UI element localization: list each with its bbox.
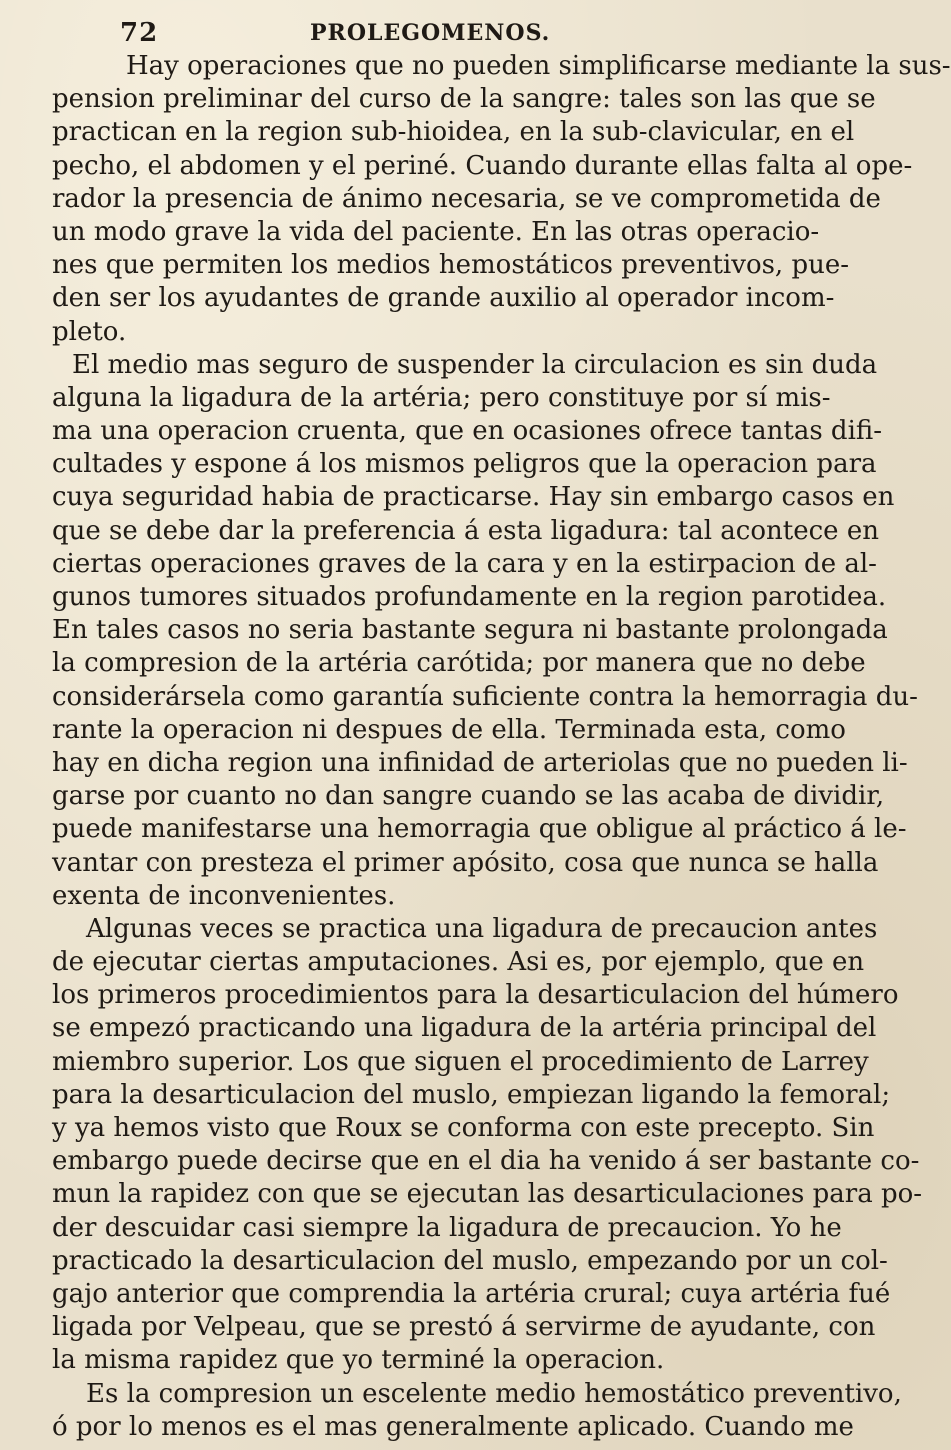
text-line: embargo puede decirse que en el dia ha venido á ser bastante co- (52, 1146, 920, 1177)
text-line: garse por cuanto no dan sangre cuando se las acaba de dividir, (52, 781, 885, 812)
text-line: gunos tumores situados profundamente en la region parotidea. (52, 582, 887, 612)
text-line: alguna la ligadura de la artéria; pero constituye por sí mis- (52, 382, 831, 413)
paragraph (52, 1378, 902, 1444)
text-line: exenta de inconvenientes. (52, 880, 396, 911)
paragraph (52, 913, 923, 1378)
text-line: Es la compresion un escelente medio hemostático preventivo, (86, 1378, 902, 1409)
running-title: PROLEGOMENOS. (310, 20, 551, 46)
text-line: un modo grave la vida del paciente. En las otras operacio- (52, 216, 820, 247)
text-line: se empezó practicando una ligadura de la artéria principal del (52, 1013, 877, 1044)
text-line: Hay operaciones que no pueden simplificarse mediante la sus- (126, 51, 951, 81)
text-line: miembro superior. Los que siguen el procedimiento de Larrey (52, 1046, 869, 1077)
text-line: En tales casos no seria bastante segura ni bastante prolongada (52, 615, 888, 646)
text-line: pleto. (52, 316, 127, 347)
text-line: Algunas veces se practica una ligadura de precaucion antes (86, 913, 878, 944)
text-line: que se debe dar la preferencia á esta ligadura: tal acontece en (52, 515, 879, 546)
text-line: la compresion de la artéria carótida; por manera que no debe (52, 648, 866, 679)
text-line: der descuidar casi siempre la ligadura de precaucion. Yo he (52, 1212, 842, 1243)
text-line: pecho, el abdomen y el periné. Cuando durante ellas falta al ope- (52, 150, 913, 181)
text-line: pension preliminar del curso de la sangre: tales son las que se (52, 84, 876, 115)
text-line: ligada por Velpeau, que se prestó á servirme de ayudante, con (52, 1312, 876, 1343)
text-line: considerársela como garantía suficiente contra la hemorragia du- (52, 681, 918, 712)
text-line: gajo anterior que comprendia la artéria crural; cuya artéria fué (52, 1278, 891, 1309)
page-number: 72 (120, 18, 159, 48)
text-line: hay en dicha region una infinidad de arteriolas que no pueden li- (52, 747, 908, 778)
text-line: rante la operacion ni despues de ella. Terminada esta, como (52, 714, 846, 745)
text-line: para la desarticulacion del muslo, empiezan ligando la femoral; (52, 1079, 891, 1110)
text-line: vantar con presteza el primer apósito, cosa que nunca se halla (52, 847, 879, 878)
text-line: mun la rapidez con que se ejecutan las desarticulaciones para po- (52, 1179, 923, 1210)
page-header (0, 14, 800, 54)
text-line: nes que permiten los medios hemostáticos preventivos, pue- (52, 250, 850, 281)
text-line: ciertas operaciones graves de la cara y en la estirpacion de al- (52, 548, 877, 579)
text-line: practicado la desarticulacion del muslo, empezando por un col- (52, 1245, 888, 1276)
text-line: cultades y espone á los mismos peligros que la operacion para (52, 449, 877, 480)
text-line: practican en la region sub-hioidea, en la sub-clavicular, en el (52, 117, 855, 148)
text-line: la misma rapidez que yo terminé la operacion. (52, 1345, 665, 1376)
text-line: rador la presencia de ánimo necesaria, se ve comprometida de (52, 183, 881, 214)
text-line: ó por lo menos es el mas generalmente aplicado. Cuando me (52, 1411, 854, 1442)
text-line: ma una operacion cruenta, que en ocasiones ofrece tantas difi- (52, 416, 883, 447)
text-line: y ya hemos visto que Roux se conforma con este precepto. Sin (52, 1113, 875, 1143)
paragraph (52, 50, 951, 349)
text-line: cuya seguridad habia de practicarse. Hay sin embargo casos en (52, 482, 895, 513)
text-line: de ejecutar ciertas amputaciones. Asi es, por ejemplo, que en (52, 947, 865, 978)
paragraph (52, 349, 918, 913)
body-text (52, 50, 951, 1444)
text-line: puede manifestarse una hemorragia que obligue al práctico á le- (52, 814, 907, 845)
text-line: El medio mas seguro de suspender la circulacion es sin duda (72, 349, 878, 380)
text-line: den ser los ayudantes de grande auxilio al operador incom- (52, 283, 835, 314)
text-line: los primeros procedimientos para la desarticulacion del húmero (52, 980, 899, 1011)
